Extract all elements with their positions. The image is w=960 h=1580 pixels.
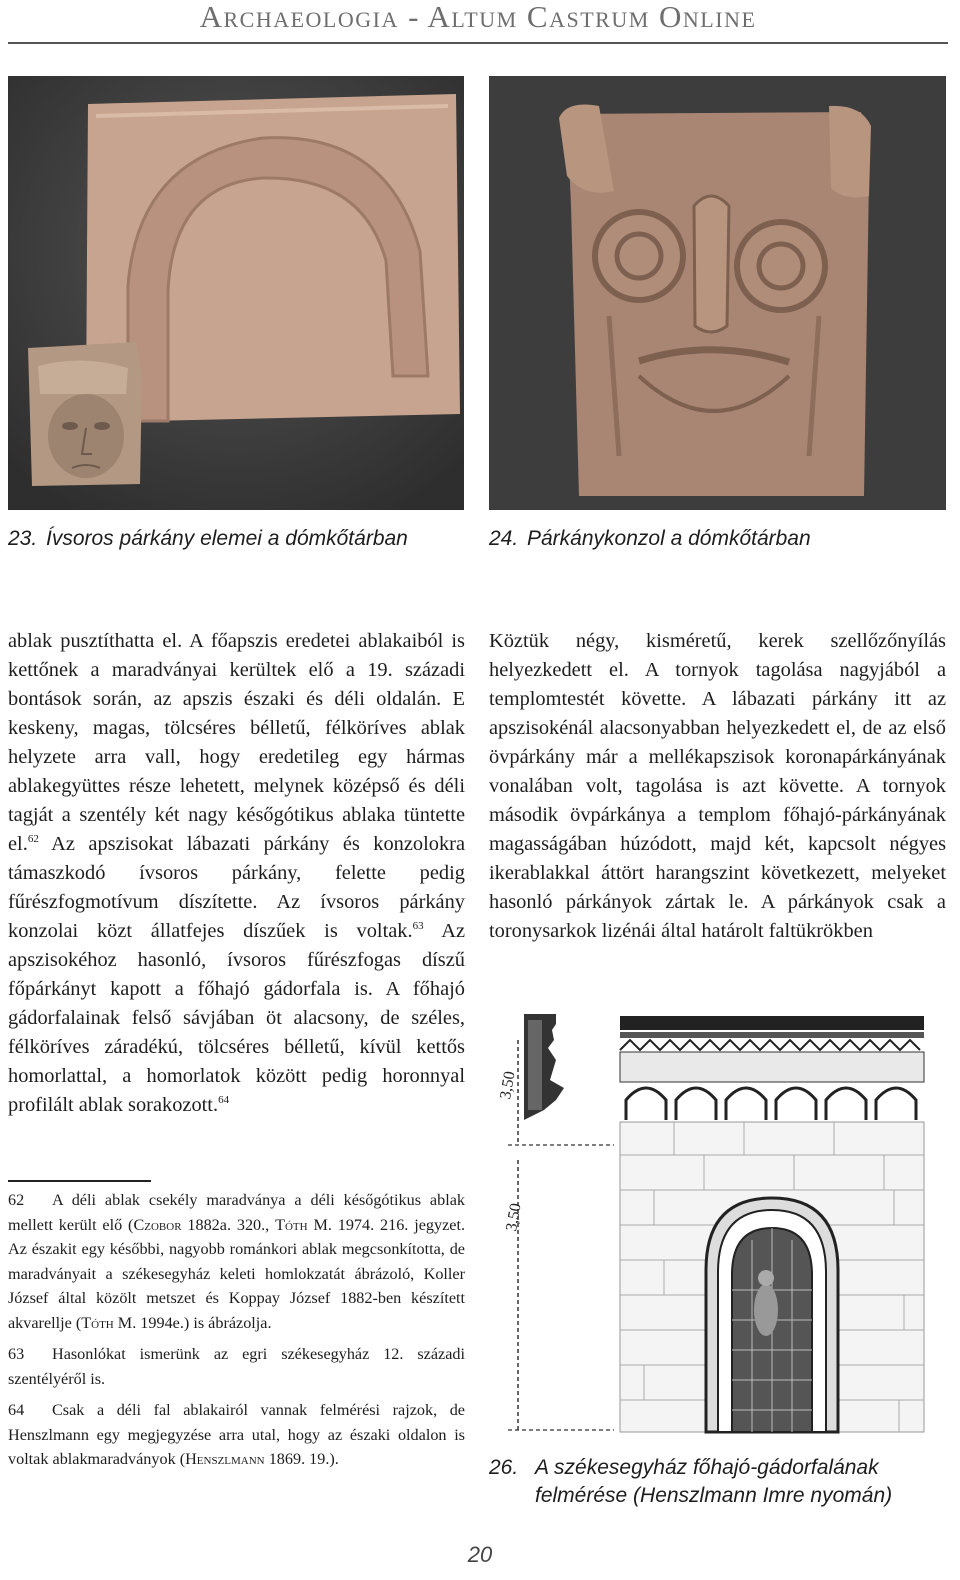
body-text-part: Az apszisokéhoz hasonló, ívsoros fűrészfogas díszű főpárkányt kapott a főhajó gádorfala is. A főhajó gádorfalainak felső sávjában öt alacsony, de széles, félköríves záradékú, tölcséres bélletű, kívül kettős homorlattal, a homorlatok között pedig horonnyal profilált ablak sorakozott. [8, 920, 465, 1116]
footnote-62 [8, 1188, 465, 1335]
body-text-part: Az apszisokat lábazati párkány és konzolokra támaszkodó ívsoros párkány, felette pedig fűrészfogmotívum díszítette. Az ívsoros párkány konzolai közt állatfejes díszűek is voltak. [8, 833, 465, 942]
footnote-number: 64 [8, 1401, 25, 1419]
footnote-ref-62[interactable]: 62 [27, 833, 39, 846]
footnotes [8, 1188, 465, 1479]
author-name: Henszlmann [185, 1450, 265, 1468]
left-column-text [8, 627, 465, 1120]
figure-24-photo [489, 76, 946, 510]
footnote-rule [8, 1180, 151, 1182]
figure-26-caption-text: A székesegyház főhajó-gádorfalának felmérése (Henszlmann Imre nyomán) [535, 1456, 893, 1507]
author-name: Tóth [81, 1313, 114, 1332]
footnote-text: A déli ablak csekély maradványa a déli későgótikus ablak mellett került elő ( [8, 1191, 465, 1234]
figure-24-caption-text: Párkánykonzol a dómkőtárban [527, 527, 811, 550]
body-paragraph [8, 627, 465, 1120]
figure-23-photo [8, 76, 464, 510]
author-name: Czobor [133, 1215, 182, 1234]
body-paragraph: Köztük négy, kisméretű, kerek szellőzőnyílás helyezkedett el. A tornyok tagolása nagyjából a templomtestét követte. A lábazati párkány itt az apszisokénál alacsonyabban helyezkedett el, de az első övpárkány már a mellékapszisok koronapárkányának vonalában volt, tagolása is azt követte. A tornyok második övpárkánya a templom főhajó-párkányának magasságában húzódott, majd két, kapcsolt négyes ikerablakkal áttört harangszint következett, melyeket hasonló párkányok zártak le. A párkányok csak a toronysarkok lizénái által határolt faltükrökben [489, 630, 946, 942]
footnote-text: Hasonlókat ismerünk az egri székesegyház 12. századi szentélyéről is. [8, 1345, 465, 1388]
running-header [8, 0, 948, 44]
footnote-text: Csak a déli fal ablakairól vannak felmérési rajzok, de Henszlmann egy megjegyzése arra utal, hogy az északi oldalon is voltak ablakmaradványok ( [8, 1401, 465, 1468]
figure-23-caption [8, 527, 408, 551]
sawtooth-frieze [620, 1040, 920, 1050]
footnote-text: M. 1994e.) is ábrázolja. [113, 1313, 272, 1332]
author-name: Tóth [275, 1215, 308, 1234]
footnote-ref-64[interactable]: 64 [218, 1094, 230, 1107]
figure-23-caption-text: Ívsoros párkány elemei a dómkőtárban [46, 527, 408, 550]
page-number: 20 [467, 1542, 493, 1567]
footnote-64 [8, 1398, 465, 1472]
footnote-number: 62 [8, 1191, 25, 1209]
figure-23-number: 23. [8, 527, 38, 550]
dimension-label-top: 3,50 [497, 1069, 519, 1101]
dimension-label-bottom: 3,50 [503, 1201, 525, 1233]
journal-title: Archaeologia - Altum Castrum Online [199, 0, 757, 34]
figure-26-caption [489, 1454, 939, 1510]
body-text-part: ablak pusztíthatta el. A főapszis eredetei ablakaiból is kettőnek a maradványai kerültek elő a 19. századi bontások során, az apszis északi és déli oldalán. E keskeny, magas, tölcséres bélletű, félköríves ablak helyzete arra vall, hogy eredetileg egy hármas ablakegyüttes része lehetett, melynek középső és déli tagját a szentély két nagy későgótikus ablaka tüntette el. [8, 630, 465, 855]
footnote-number: 63 [8, 1345, 25, 1363]
figure-26-number: 26. [489, 1456, 519, 1479]
figure-24-number: 24. [489, 527, 519, 550]
footnote-text: 1882a. 320., [181, 1215, 276, 1234]
window-drawing [706, 1198, 838, 1432]
right-column-text [489, 627, 946, 946]
footnote-text: M. 1974. 216. jegyzet. Az északit egy későbbi, nagyobb románkori ablak megcsonkította, de maradványait a székesegyház keleti homlokzatát ábrázoló, Koller József által közölt metszet és Koppay József 1882-ben készített akvarellje ( [8, 1215, 465, 1332]
figure-26-drawing [494, 1010, 946, 1440]
footnote-63 [8, 1342, 465, 1391]
footnote-ref-63[interactable]: 63 [412, 920, 424, 933]
footnote-text: 1869. 19.). [264, 1450, 339, 1468]
figure-24-caption [489, 527, 811, 551]
